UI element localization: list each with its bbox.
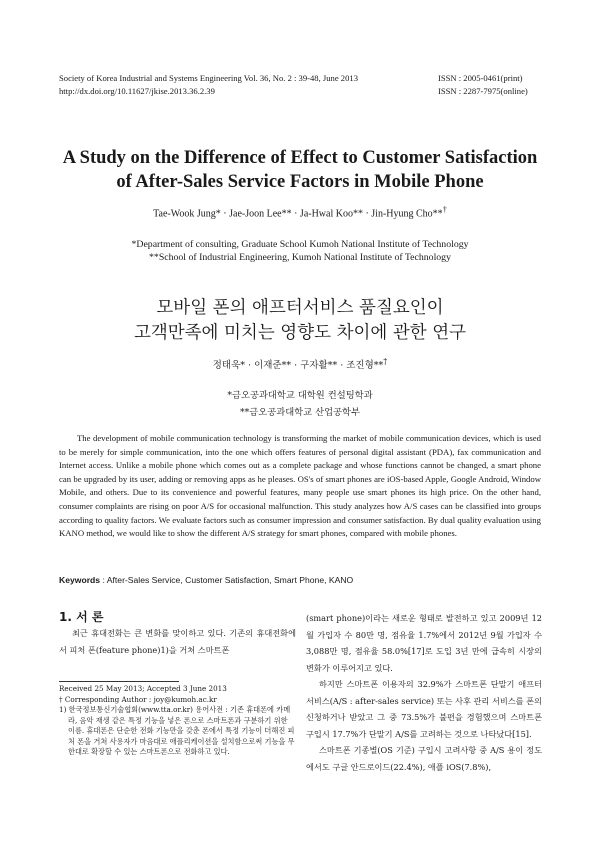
left-column	[59, 625, 296, 658]
english-affiliation-2: **School of Industrial Engineering, Kumoh National Institute of Technology	[149, 252, 451, 263]
korean-affiliation-1: *금오공과대학교 대학원 컨설팅학과	[227, 390, 373, 401]
korean-corresponding-mark: †	[383, 357, 388, 366]
korean-authors	[0, 357, 600, 371]
keywords-value: After-Sales Service, Customer Satisfaction, Smart Phone, KANO	[106, 575, 354, 585]
intro-paragraph-2: (smart phone)이라는 새로운 형태로 발전하고 있고 2009년 12월 가입자 수 80만 명, 점유율 1.7%에서 2012년 9월 가입자 수 3,088만 명, 점유율 58.0%[17]로 도입 3년 만에 급속히 시장의 변화가 이루어지고 있다.	[306, 613, 542, 673]
korean-title-line-2: 고객만족에 미치는 영향도 차이에 관한 연구	[133, 323, 467, 343]
korean-title	[0, 296, 600, 346]
issn-block	[438, 72, 528, 97]
keywords-label: Keywords	[59, 575, 101, 585]
korean-affiliation-2: **금오공과대학교 산업공학부	[239, 407, 361, 418]
issn-online: ISSN : 2287-7975(online)	[438, 85, 528, 96]
issn-print: ISSN : 2005-0461(print)	[438, 73, 523, 83]
english-authors	[0, 205, 600, 219]
abstract: The development of mobile communication technology is transforming the market of mobile communication devices, which is used to be merely for simple communication, into the one which offers features of personal digital assistant (PDA), fax communication and Internet access. Unlike a mobile phone which comes out as a complete package and whose functions cannot be changed, a smart phone can be upgraded by its user, adding or removing apps as he pleases. OS's of smart phones are iOS-based Apple, Google Android, Window Mobile, and others. Due to its convenience and powerful features, many people use smart phones its high price. On the other hand, consumer complaints are rising on poor A/S for occasional malfunction. This study analyzes how A/S cases can be classified into groups according to quality factors. We evaluate factors such as consumer impression and consumer satisfaction. By dual quality evaluation using KANO method, we would like to show the different A/S strategy for smart phones, compared with mobile phones.	[59, 433, 541, 539]
keywords	[59, 575, 353, 585]
english-affiliations	[0, 238, 600, 264]
korean-affiliations	[0, 387, 600, 421]
english-title	[0, 146, 600, 194]
corresponding-mark: †	[442, 205, 447, 214]
english-affiliation-1: *Department of consulting, Graduate School Kumoh National Institute of Technology	[131, 239, 469, 250]
section-heading-introduction: 1. 서 론	[59, 610, 104, 624]
journal-citation: Society of Korea Industrial and Systems Engineering Vol. 36, No. 2 : 39-48, June 2013	[59, 73, 358, 83]
english-title-line-1: A Study on the Difference of Effect to Customer Satisfaction	[62, 148, 538, 168]
english-author-list: Tae-Wook Jung* · Jae-Joon Lee** · Ja-Hwal Koo** · Jin-Hyung Cho**	[153, 208, 443, 220]
intro-paragraph-1: 최근 휴대전화는 큰 변화를 맞이하고 있다. 기존의 휴대전화에서 피처 폰(feature phone)1)을 거쳐 스마트폰	[59, 628, 296, 655]
keywords-separator: :	[100, 575, 107, 585]
received-date: Received 25 May 2013; Accepted 3 June 2013	[59, 684, 227, 693]
footnote-1: 1) 한국정보통신기술협회(www.tta.or.kr) 용어사전 : 기존 휴대폰에 카메라, 음악 재생 같은 특정 기능을 넣은 폰으로 스마트폰과 구분하기 위한 이름. 휴대폰은 단순한 전화 기능만을 갖춘 폰에서 특정 기능이 더해진 피처 폰을 거쳐 사용자가 마음대로 애플리케이션을 설치함으로써 기능을 무한대로 확장할 수 있는 스마트폰으로 전화하고 있다.	[59, 705, 295, 756]
journal-header	[59, 72, 358, 97]
intro-paragraph-3: 하지만 스마트폰 이용자의 32.9%가 스마트폰 단말기 애프터서비스(A/S : after-sales service) 또는 사후 관리 서비스를 폰의 신청하거나 받았고 그 중 73.5%가 불편을 경험했으며 스마트폰 구입시 17.7%가 단말기 A/S를 고려하는 것으로 나타났다[15].	[306, 679, 542, 739]
intro-paragraph-4: 스마트폰 기종별(OS 기준) 구입시 고려사항 중 A/S 용이 정도에서도 구글 안드로이드(22.4%), 애플 iOS(7.8%),	[306, 745, 542, 772]
right-column	[306, 610, 542, 775]
footnotes	[59, 684, 296, 758]
corresponding-author: † Corresponding Author : joy@kumoh.ac.kr	[59, 694, 217, 704]
footnote-divider	[59, 681, 179, 682]
korean-title-line-1: 모바일 폰의 애프터서비스 품질요인이	[156, 298, 444, 318]
doi-link[interactable]: http://dx.doi.org/10.11627/jkise.2013.36.2.39	[59, 85, 215, 96]
korean-author-list: 정태욱* · 이재준** · 구자활** · 조진형**	[212, 360, 384, 372]
english-title-line-2: of After-Sales Service Factors in Mobile Phone	[116, 172, 484, 192]
